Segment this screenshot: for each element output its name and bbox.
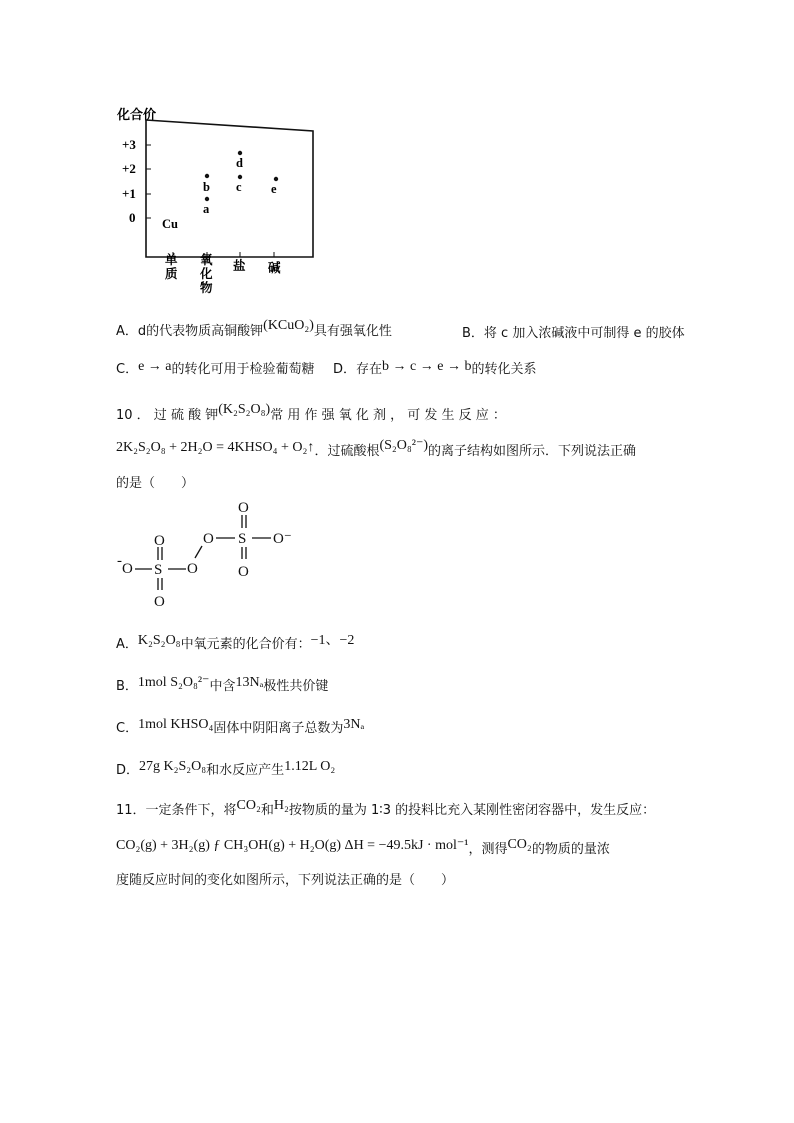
- atom-o-minus: O⁻: [273, 531, 292, 547]
- valence-values: −1、−2: [310, 633, 355, 648]
- point-label-b: b: [203, 180, 210, 194]
- atom-o: O: [187, 561, 198, 577]
- point-label-e: e: [271, 182, 277, 196]
- chart-ylabel: 化合价: [117, 108, 157, 123]
- chart-frame: [146, 120, 313, 257]
- point-label-a: a: [203, 202, 210, 216]
- point-d: [238, 151, 242, 155]
- q10-stem-line3: 的是（ ）: [116, 476, 195, 491]
- formula: K₂S₂O₈: [137, 633, 181, 648]
- q11-stem-line1: 11．一定条件下，将CO₂和H₂按物质的量为 1∶3 的投料比充入某刚性密闭容器中，发生反应：: [116, 798, 656, 818]
- q10-option-b[interactable]: B．1mol S₂O₈²⁻中含13Nₐ极性共价键: [116, 675, 329, 694]
- category-label-salt: 盐: [233, 258, 246, 273]
- q10-option-c[interactable]: C．1mol KHSO₄固体中阴阳离子总数为3Nₐ: [116, 717, 365, 736]
- q9-option-d[interactable]: D．存在b → c → e → b的转化关系: [333, 359, 537, 377]
- formula: b → c → e → b: [382, 359, 472, 374]
- equation: 2K₂S₂O₈ + 2H₂O = 4KHSO₄ + O₂↑: [116, 440, 315, 455]
- ytick-label: +2: [122, 161, 136, 176]
- formula: H₂: [273, 798, 289, 813]
- formula: e → a: [138, 359, 172, 374]
- q10-stem-line2: 2K₂S₂O₈ + 2H₂O = 4KHSO₄ + O₂↑．过硫酸根(S₂O₈²⁻)的离子结构如图所示．下列说法正确: [116, 438, 637, 459]
- atom-o: O: [238, 564, 249, 580]
- ytick-label: +1: [122, 186, 136, 201]
- category-label-elemental: 单质: [165, 252, 178, 281]
- point-e: [274, 177, 278, 181]
- q9-option-a[interactable]: A．d的代表物质高铜酸钾(KCuO₂)具有强氧化性: [116, 318, 392, 339]
- q11-stem-line3: 度随反应时间的变化如图所示，下列说法正确的是（ ）: [116, 873, 455, 888]
- formula: CO₂: [236, 798, 261, 813]
- q10-option-d[interactable]: D．27g K₂S₂O₈和水反应产生1.12L O₂: [116, 759, 336, 778]
- atom-o: O: [122, 561, 133, 577]
- q9-option-b[interactable]: B．将 c 加入浓碱液中可制得 e 的胶体: [462, 326, 685, 341]
- atom-o: O: [154, 533, 165, 549]
- q10-option-a[interactable]: A．K₂S₂O₈中氧元素的化合价有：−1、−2: [116, 633, 355, 652]
- persulfate-structure: [110, 490, 310, 615]
- atom-o: O: [154, 594, 165, 610]
- formula: 1mol S₂O₈²⁻: [137, 675, 210, 690]
- atom-o: O: [203, 531, 214, 547]
- point-b: [205, 174, 209, 178]
- formula: (KCuO₂): [263, 318, 314, 333]
- q11-stem-line2: CO₂(g) + 3H₂(g) ƒ CH₃OH(g) + H₂O(g) ΔH = −49.5kJ · mol⁻¹，测得CO₂的物质的量浓: [116, 837, 610, 857]
- gas-volume: 1.12L O₂: [284, 759, 336, 774]
- valence-chart: [0, 0, 340, 310]
- formula: CO₂: [507, 837, 532, 852]
- bond-count: 13Nₐ: [235, 675, 264, 690]
- point-label-cu: Cu: [162, 217, 178, 231]
- formula: (K₂S₂O₈): [218, 402, 271, 417]
- point-label-d: d: [236, 156, 243, 170]
- point-c: [238, 175, 242, 179]
- formula: 27g K₂S₂O₈: [139, 759, 207, 774]
- q10-stem-line1: 10 ． 过 硫 酸 钾(K₂S₂O₈)常 用 作 强 氧 化 剂 ， 可 发 生 反 应 ：: [116, 402, 506, 423]
- ytick-label: 0: [129, 210, 136, 225]
- point-a: [205, 197, 209, 201]
- formula: (S₂O₈²⁻): [379, 438, 429, 453]
- ytick-label: +3: [122, 137, 136, 152]
- charge-minus: -: [117, 553, 122, 569]
- category-label-base: 碱: [268, 260, 281, 275]
- category-label-oxide: 氧化物: [200, 252, 213, 295]
- atom-s: S: [154, 562, 163, 578]
- equation: CO₂(g) + 3H₂(g) ƒ CH₃OH(g) + H₂O(g) ΔH = −49.5kJ · mol⁻¹: [116, 838, 469, 853]
- point-label-c: c: [236, 180, 242, 194]
- formula: 1mol KHSO₄: [138, 717, 214, 732]
- atom-o: O: [238, 500, 249, 516]
- atom-s: S: [238, 531, 247, 547]
- q9-option-c[interactable]: C．e → a的转化可用于检验葡萄糖: [116, 359, 315, 377]
- ion-count: 3Nₐ: [343, 717, 365, 732]
